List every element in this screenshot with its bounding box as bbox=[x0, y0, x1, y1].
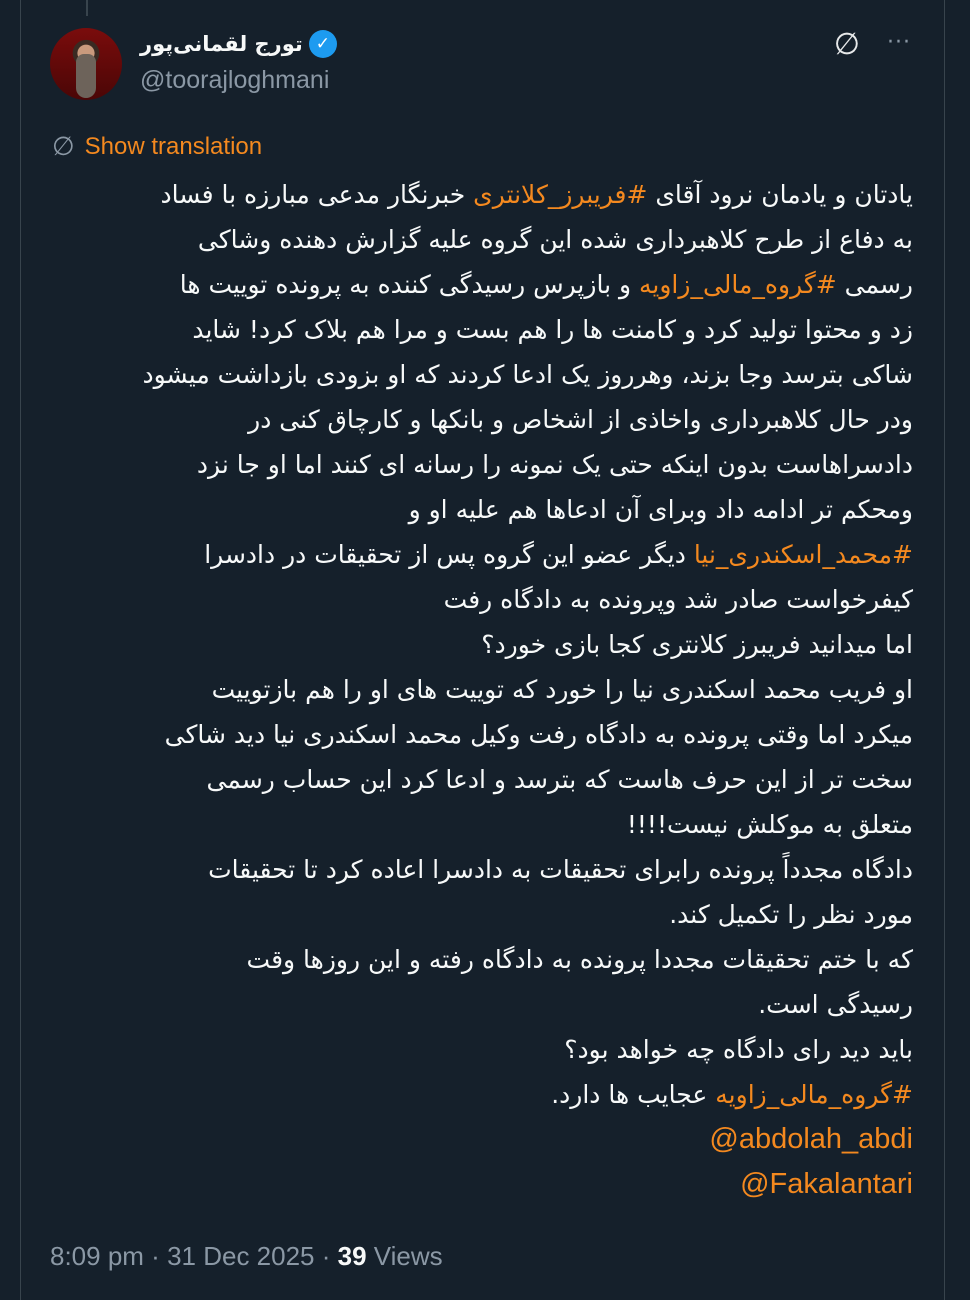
text-segment: شاکی بترسد وجا بزند، وهرروز یک ادعا کردند که او بزودی بازداشت میشود bbox=[142, 360, 913, 389]
tweet-text bbox=[50, 172, 913, 1207]
separator: · bbox=[143, 1241, 168, 1271]
hashtag-link[interactable]: #فریبرز_کلانتری bbox=[473, 180, 648, 209]
text-segment: او فریب محمد اسکندری نیا را خورد که توییت های او را هم بازتوییت bbox=[211, 675, 913, 704]
avatar-beard bbox=[76, 54, 96, 98]
show-translation-label: Show translation bbox=[84, 133, 263, 160]
author-name[interactable]: تورج لقمانی‌پور bbox=[140, 32, 303, 56]
grok-icon[interactable]: ∅ bbox=[833, 27, 861, 62]
tweet-line bbox=[50, 532, 913, 577]
text-segment: مورد نظر را تکمیل کند. bbox=[669, 900, 913, 929]
tweet-line bbox=[50, 1117, 913, 1162]
text-segment: اما میدانید فریبرز کلانتری کجا بازی خورد؟ bbox=[481, 630, 913, 659]
hashtag-link[interactable]: #محمد_اسکندری_نیا bbox=[693, 540, 913, 569]
tweet-line bbox=[50, 487, 913, 532]
thread-line bbox=[86, 0, 88, 16]
tweet-meta bbox=[50, 1239, 913, 1273]
show-translation-button[interactable] bbox=[52, 132, 262, 162]
text-segment: ومحکم تر ادامه داد وبرای آن ادعاها هم علیه او و bbox=[408, 495, 913, 524]
text-segment: سخت تر از این حرف هاست که بترسد و ادعا کرد این حساب رسمی bbox=[206, 765, 913, 794]
text-segment: عجایب ها دارد. bbox=[551, 1080, 716, 1109]
tweet-line bbox=[50, 847, 913, 892]
tweet-line bbox=[50, 1027, 913, 1072]
text-segment: ودر حال کلاهبرداری واخاذی از اشخاص و بانکها و کارچاق کنی در bbox=[248, 405, 913, 434]
mention-link[interactable]: @abdolah_abdi bbox=[709, 1123, 913, 1155]
text-segment: رسمی bbox=[836, 270, 913, 299]
tweet-line bbox=[50, 217, 913, 262]
left-border bbox=[20, 0, 21, 1300]
tweet-line bbox=[50, 172, 913, 217]
tweet-line bbox=[50, 397, 913, 442]
text-segment: کیفرخواست صادر شد وپرونده به دادگاه رفت bbox=[443, 585, 913, 614]
author-name-row bbox=[140, 28, 337, 60]
tweet-date[interactable]: 31 Dec 2025 bbox=[167, 1241, 315, 1271]
text-segment: متعلق به موکلش نیست!!!! bbox=[626, 810, 913, 839]
verified-badge-icon[interactable]: ✓ bbox=[309, 30, 337, 58]
text-segment: باید دید رای دادگاه چه خواهد بود؟ bbox=[564, 1035, 913, 1064]
tweet-content bbox=[50, 172, 913, 1273]
views-label: Views bbox=[366, 1241, 443, 1271]
text-segment: خبرنگار مدعی مبارزه با فساد bbox=[160, 180, 474, 209]
text-segment: که با ختم تحقیقات مجددا پرونده به دادگاه رفته و این روزها وقت bbox=[246, 945, 913, 974]
hashtag-link[interactable]: #گروه_مالی_زاویه bbox=[715, 1080, 913, 1109]
tweet-line bbox=[50, 1162, 913, 1207]
text-segment: دادگاه مجدداً پرونده رابرای تحقیقات به دادسرا اعاده کرد تا تحقیقات bbox=[208, 855, 913, 884]
text-segment: میکرد اما وقتی پرونده به دادگاه رفت وکیل محمد اسکندری نیا دید شاکی bbox=[164, 720, 913, 749]
more-options-button[interactable]: ··· bbox=[887, 30, 911, 55]
separator: · bbox=[314, 1241, 338, 1271]
tweet-time[interactable]: 8:09 pm bbox=[50, 1241, 144, 1271]
text-segment: زد و محتوا تولید کرد و کامنت ها را هم بست و مرا هم بلاک کرد! شاید bbox=[192, 315, 913, 344]
views-count: 39 bbox=[337, 1241, 367, 1271]
tweet-line bbox=[50, 622, 913, 667]
tweet-line bbox=[50, 577, 913, 622]
grok-translate-icon: ∅ bbox=[52, 132, 75, 162]
text-segment: دادسراهاست بدون اینکه حتی یک نمونه را رسانه ای کنند اما او جا نزد bbox=[196, 450, 913, 479]
tweet-line bbox=[50, 802, 913, 847]
right-border bbox=[944, 0, 945, 1300]
text-segment: یادتان و یادمان نرود آقای bbox=[647, 180, 913, 209]
tweet-line bbox=[50, 937, 913, 982]
text-segment: رسیدگی است. bbox=[758, 990, 913, 1019]
tweet-line bbox=[50, 757, 913, 802]
tweet-line bbox=[50, 667, 913, 712]
author-handle[interactable]: @toorajloghmani bbox=[140, 66, 330, 94]
tweet-line bbox=[50, 712, 913, 757]
tweet-line bbox=[50, 352, 913, 397]
avatar[interactable] bbox=[50, 28, 122, 100]
tweet-line bbox=[50, 982, 913, 1027]
text-segment: و بازپرس رسیدگی کننده به پرونده توییت ها bbox=[179, 270, 639, 299]
tweet-line bbox=[50, 892, 913, 937]
mention-link[interactable]: @Fakalantari bbox=[740, 1168, 913, 1200]
hashtag-link[interactable]: #گروه_مالی_زاویه bbox=[639, 270, 837, 299]
tweet-line bbox=[50, 262, 913, 307]
tweet-line bbox=[50, 1072, 913, 1117]
text-segment: به دفاع از طرح کلاهبرداری شده این گروه علیه گزارش دهنده وشاکی bbox=[197, 225, 913, 254]
tweet-line bbox=[50, 307, 913, 352]
text-segment: دیگر عضو این گروه پس از تحقیقات در دادسرا bbox=[204, 540, 694, 569]
tweet-line bbox=[50, 442, 913, 487]
